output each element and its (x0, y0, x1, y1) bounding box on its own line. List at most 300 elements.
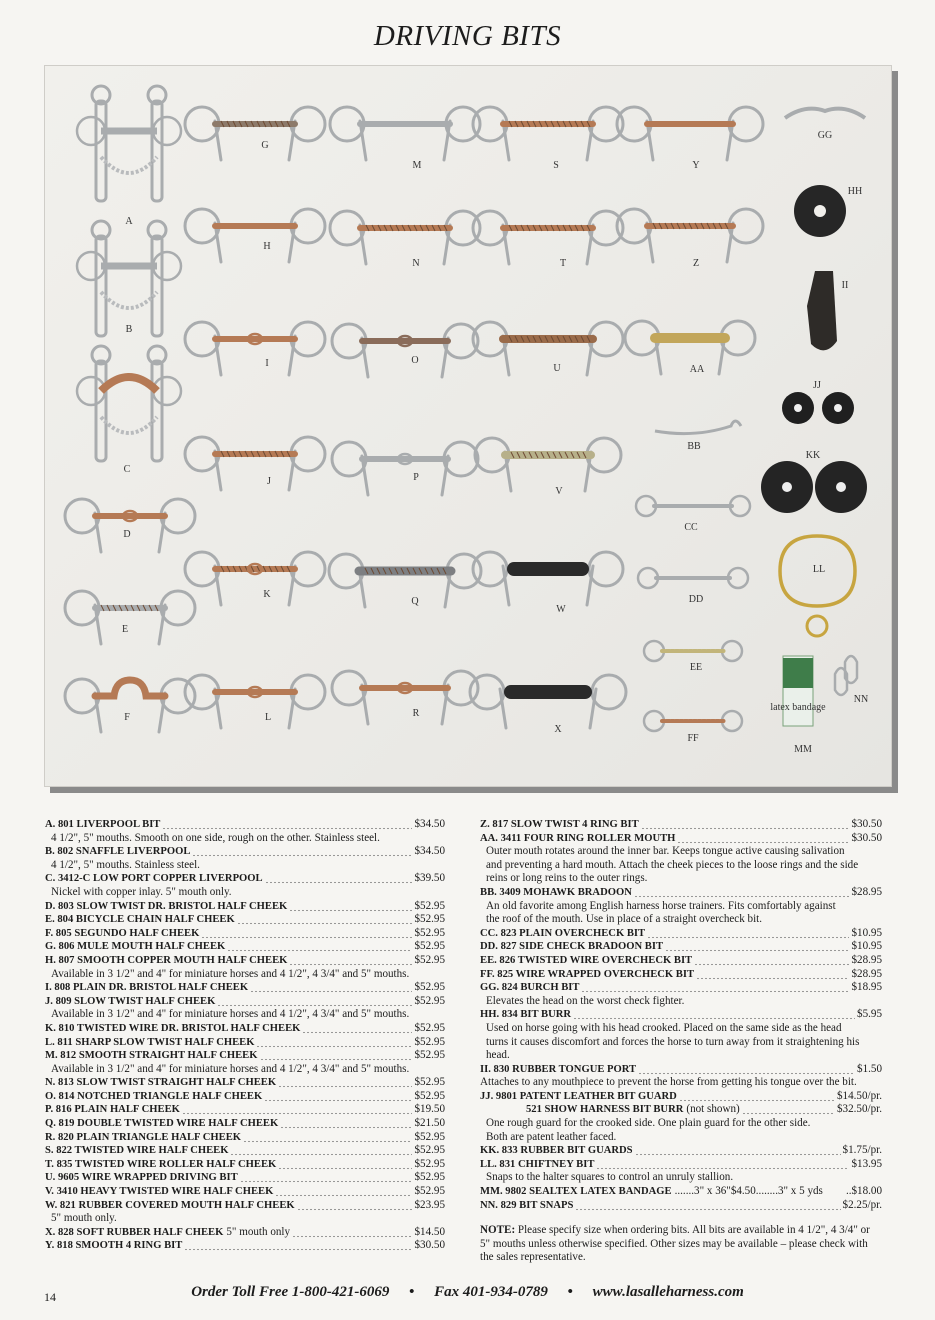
leader-dots (302, 1022, 412, 1036)
bit-label: GG (817, 130, 833, 141)
bit-label: M (412, 160, 422, 171)
item-name: CC. 823 PLAIN OVERCHECK BIT (480, 927, 646, 939)
curb-chain (101, 417, 157, 433)
price-line (45, 1199, 445, 1213)
item-name: DD. 827 SIDE CHECK BRADOON BIT (480, 941, 664, 953)
bit-label: NN (853, 694, 869, 705)
price-line (45, 1076, 445, 1090)
bit-label: Z (692, 258, 700, 269)
bit-guard-hole (834, 404, 842, 412)
bit-label: J (267, 476, 271, 487)
item-description: Nickel with copper inlay. 5" mouth only. (51, 885, 232, 898)
price-entry (45, 940, 445, 954)
bandage-box-band (783, 658, 813, 688)
leader-dots (638, 1063, 855, 1077)
item-name: R. 820 PLAIN TRIANGLE HALF CHEEK (45, 1131, 242, 1143)
item-price: $30.50 (851, 831, 882, 844)
bit-ring (153, 377, 181, 405)
item-name: Z. 817 SLOW TWIST 4 RING BIT (480, 819, 639, 830)
item-price: $52.95 (414, 1157, 445, 1170)
item-price: $34.50 (414, 845, 445, 858)
price-line (45, 913, 445, 927)
price-line (480, 968, 882, 982)
item-price: ..$18.00 (845, 1185, 882, 1198)
leader-dots (677, 832, 849, 846)
bit-label: AA (689, 364, 705, 375)
price-entry (480, 1090, 882, 1104)
liverpool-cheek (96, 236, 106, 336)
item-name: Y. 818 SMOOTH 4 RING BIT (45, 1240, 183, 1252)
price-line (480, 1063, 882, 1077)
price-entry (45, 1022, 445, 1036)
item-price: $52.95 (414, 1021, 445, 1034)
price-line (45, 872, 445, 886)
item-description: Available in 3 1/2" and 4" for miniature horses and 4 1/2", 4 3/4" and 5" mouths. (51, 967, 410, 980)
price-line (480, 832, 882, 846)
bits-illustration (45, 66, 891, 786)
item-price: $30.50 (414, 1239, 445, 1252)
leader-dots (696, 968, 849, 982)
item-name: T. 835 TWISTED WIRE ROLLER HALF CHEEK (45, 1158, 277, 1170)
bit-label: Q (411, 596, 419, 607)
leader-dots (256, 1036, 412, 1050)
leader-dots (297, 1199, 413, 1213)
leader-dots (647, 927, 849, 941)
bit-label: P (413, 472, 419, 483)
leader-dots (278, 1158, 412, 1172)
rubber-mouthpiece (507, 562, 589, 576)
leader-dots (264, 1090, 412, 1104)
price-entry (45, 981, 445, 995)
leader-dots (275, 1185, 412, 1199)
rubber-guard-hole (836, 482, 846, 492)
bit-label: HH (847, 186, 863, 197)
leader-dots (280, 1117, 412, 1131)
item-price: $28.95 (851, 885, 882, 898)
price-line (480, 1158, 882, 1172)
price-line (45, 1049, 445, 1063)
price-line (45, 1131, 445, 1145)
price-list-left (45, 818, 445, 1253)
item-price: $5.95 (857, 1008, 882, 1021)
bit-snap (845, 656, 857, 683)
price-entry (45, 1199, 445, 1226)
item-name: V. 3410 HEAVY TWISTED WIRE HALF CHEEK (45, 1186, 274, 1198)
bit-label: X (554, 724, 562, 735)
leader-dots (665, 940, 849, 954)
ported-mouthpiece (95, 680, 165, 696)
item-name: G. 806 MULE MOUTH HALF CHEEK (45, 941, 226, 953)
item-price: $52.95 (414, 1089, 445, 1102)
item-name: S. 822 TWISTED WIRE HALF CHEEK (45, 1145, 229, 1157)
page-title: DRIVING BITS (373, 20, 562, 52)
item-name: N. 813 SLOW TWIST STRAIGHT HALF CHEEK (45, 1077, 277, 1089)
price-line (480, 954, 882, 968)
item-name: FF. 825 WIRE WRAPPED OVERCHECK BIT (480, 968, 695, 980)
item-name: JJ. 9801 PATENT LEATHER BIT GUARD (480, 1090, 677, 1102)
price-entry (45, 1144, 445, 1158)
leader-dots (230, 1144, 412, 1158)
bit-label: BB (687, 441, 701, 452)
item-name: MM. 9802 SEALTEX LATEX BANDAGE (480, 1186, 672, 1198)
curb-chain (101, 157, 157, 173)
price-entry (45, 1076, 445, 1090)
price-line (45, 940, 445, 954)
bit-label: D (123, 529, 131, 540)
leader-dots (201, 927, 412, 941)
price-line (45, 900, 445, 914)
curb-chain (101, 292, 157, 308)
price-entry (480, 1158, 882, 1185)
item-name: EE. 826 TWISTED WIRE OVERCHECK BIT (480, 954, 693, 966)
price-entry (480, 1199, 882, 1213)
bit-label: KK (805, 450, 821, 461)
price-entry (45, 1049, 445, 1076)
item-name: K. 810 TWISTED WIRE DR. BRISTOL HALF CHEEK (45, 1022, 301, 1034)
item-extra: .......3" x 36"$4.50........3" x 5 yds (674, 1185, 823, 1198)
leader-dots (289, 900, 412, 914)
liverpool-cheek (152, 361, 162, 461)
leader-dots (575, 1199, 840, 1213)
leader-dots (292, 1226, 412, 1240)
price-line (480, 818, 882, 832)
price-line (45, 1185, 445, 1199)
item-description: Snaps to the halter squares to control an unruly stallion. (486, 1171, 734, 1184)
price-line (480, 1185, 882, 1199)
item-name: 521 SHOW HARNESS BIT BURR (526, 1104, 684, 1116)
leader-dots (742, 1103, 835, 1117)
bit-label: N (412, 258, 420, 269)
bit-label: E (121, 624, 129, 635)
item-name: D. 803 SLOW TWIST DR. BRISTOL HALF CHEEK (45, 900, 288, 912)
price-line (45, 1022, 445, 1036)
price-entry (45, 954, 445, 981)
item-description: 5" mouth only. (51, 1212, 117, 1225)
leader-dots (240, 1171, 413, 1185)
price-line (45, 1036, 445, 1050)
bit-ring (77, 252, 105, 280)
item-name: GG. 824 BURCH BIT (480, 982, 580, 994)
bandage-box-text: latex bandage (770, 702, 826, 713)
price-line (45, 981, 445, 995)
bit-label: II (841, 280, 849, 291)
item-price: $52.95 (414, 1035, 445, 1048)
leader-dots (278, 1076, 412, 1090)
item-description: reins or long reins to the outer rings. (486, 872, 648, 885)
bit-ring (473, 552, 507, 586)
item-name: O. 814 NOTCHED TRIANGLE HALF CHEEK (45, 1090, 263, 1102)
price-entry (480, 954, 882, 968)
chiftney-ring (807, 616, 827, 636)
bit-label: W (556, 604, 566, 615)
item-price: $21.50 (414, 1117, 445, 1130)
price-entry (480, 886, 882, 927)
bit-ring (77, 117, 105, 145)
item-price: $30.50 (851, 818, 882, 830)
leader-dots (635, 1144, 841, 1158)
bit-label: U (553, 363, 561, 374)
item-name: W. 821 RUBBER COVERED MOUTH HALF CHEEK (45, 1199, 295, 1211)
price-line (45, 1144, 445, 1158)
note-label: NOTE: (480, 1224, 516, 1237)
item-description: the roof of the mouth. Use in place of a straight overcheck bit. (486, 913, 763, 926)
item-description: Both are patent leather faced. (486, 1130, 617, 1143)
item-description: One rough guard for the crooked side. One plain guard for the other side. (486, 1117, 811, 1130)
item-price: $14.50 (414, 1225, 445, 1238)
item-price: $1.75/pr. (842, 1144, 882, 1157)
bit-label: F (124, 712, 130, 723)
price-entry (45, 872, 445, 899)
bit-label: CC (684, 522, 698, 533)
item-price: $52.95 (414, 940, 445, 953)
price-entry (45, 927, 445, 941)
bit-label: O (411, 355, 419, 366)
bit-label: DD (688, 594, 704, 605)
bit-ring (153, 252, 181, 280)
leader-dots (634, 886, 850, 900)
liverpool-cheek (96, 361, 106, 461)
item-extra: 5" mouth only (226, 1225, 291, 1238)
leader-dots (243, 1131, 412, 1145)
item-name: NN. 829 BIT SNAPS (480, 1199, 574, 1211)
item-extra: (not shown) (686, 1103, 740, 1116)
price-line (480, 981, 882, 995)
price-entry (45, 1171, 445, 1185)
price-entry (480, 818, 882, 832)
bit-label: H (263, 241, 271, 252)
item-name: BB. 3409 MOHAWK BRADOON (480, 886, 632, 898)
price-entry (480, 1103, 882, 1144)
leader-dots (641, 818, 850, 832)
price-line (480, 1008, 882, 1022)
leader-dots (217, 995, 412, 1009)
footer-contact (0, 1284, 935, 1301)
bit-label: L (264, 712, 272, 723)
item-name: I. 808 PLAIN DR. BRISTOL HALF CHEEK (45, 982, 249, 994)
bit-label: Y (692, 160, 700, 171)
item-price: $39.50 (414, 872, 445, 885)
item-description: Used on horse going with his head crooked. Placed on the same side as the head (486, 1021, 842, 1034)
bit-label: B (125, 324, 133, 335)
item-name: B. 802 SNAFFLE LIVERPOOL (45, 846, 191, 858)
item-price: $28.95 (851, 953, 882, 966)
price-entry (480, 981, 882, 1008)
bit-label: FF (687, 733, 699, 744)
bit-label: I (265, 358, 269, 369)
price-entry (45, 1103, 445, 1117)
liverpool-cheek (152, 101, 162, 201)
item-price: $34.50 (414, 818, 445, 830)
price-entry (45, 913, 445, 927)
footer-phone[interactable]: Order Toll Free 1-800-421-6069 (191, 1284, 390, 1300)
bit-ring (77, 377, 105, 405)
item-description: Attaches to any mouthpiece to prevent the horse from getting his tongue over the bit. (480, 1076, 857, 1089)
bit-label: S (553, 160, 559, 171)
item-name: E. 804 BICYCLE CHAIN HALF CHEEK (45, 914, 235, 926)
item-description: Available in 3 1/2" and 4" for miniature horses and 4 1/2", 4 3/4" and 5" mouths. (51, 1008, 410, 1021)
burch-bit (785, 109, 865, 118)
bit-label: K (263, 589, 271, 600)
leader-dots (184, 1239, 412, 1253)
item-price: $13.95 (851, 1157, 882, 1170)
bit-label: R (412, 708, 420, 719)
price-line (45, 1090, 445, 1104)
price-entry (480, 1008, 882, 1062)
price-entry (480, 940, 882, 954)
price-entry (45, 845, 445, 872)
price-entry (45, 995, 445, 1022)
price-entry (45, 900, 445, 914)
price-line (480, 1103, 882, 1117)
item-price: $52.95 (414, 953, 445, 966)
price-line (480, 927, 882, 941)
bit-guard-hole (794, 404, 802, 412)
item-name: M. 812 SMOOTH STRAIGHT HALF CHEEK (45, 1050, 258, 1062)
item-price: $52.95 (414, 926, 445, 939)
item-price: $10.95 (851, 940, 882, 953)
item-price: $52.95 (414, 899, 445, 912)
footer-website[interactable]: www.lasalleharness.com (592, 1284, 744, 1300)
leader-dots (596, 1158, 849, 1172)
item-name: L. 811 SHARP SLOW TWIST HALF CHEEK (45, 1036, 255, 1048)
mohawk-bradoon (655, 421, 741, 434)
leader-dots (825, 1185, 844, 1199)
bit-label: LL (812, 564, 826, 575)
price-line (45, 927, 445, 941)
page-number: 14 (44, 1290, 56, 1304)
liverpool-cheek (152, 236, 162, 336)
price-entry (480, 1144, 882, 1158)
leader-dots (162, 818, 412, 832)
price-line (45, 1239, 445, 1253)
item-price: $2.25/pr. (842, 1198, 882, 1211)
leader-dots (679, 1090, 835, 1104)
price-entry (480, 1063, 882, 1090)
item-name: Q. 819 DOUBLE TWISTED WIRE HALF CHEEK (45, 1118, 279, 1130)
price-line (45, 818, 445, 832)
price-entry (45, 1131, 445, 1145)
footer-separator-2: • (567, 1284, 573, 1300)
item-description: Outer mouth rotates around the inner bar. Keeps tongue active causing salivation (486, 845, 845, 858)
item-price: $52.95 (414, 1076, 445, 1089)
bit-ring (153, 117, 181, 145)
leader-dots (265, 872, 413, 886)
leader-dots (250, 981, 412, 995)
item-name: J. 809 SLOW TWIST HALF CHEEK (45, 995, 216, 1007)
item-name: LL. 831 CHIFTNEY BIT (480, 1158, 595, 1170)
price-line (45, 1103, 445, 1117)
price-line (45, 995, 445, 1009)
price-line (45, 845, 445, 859)
price-line (480, 1199, 882, 1213)
item-price: $18.95 (851, 981, 882, 994)
item-description: turns it causes discomfort and forces the horse to turn away from it straightening his head. (486, 1035, 860, 1062)
item-description: An old favorite among English harness horse trainers. Fits comfortably against (486, 899, 836, 912)
price-line (480, 1144, 882, 1158)
item-price: $19.50 (414, 1103, 445, 1116)
item-name: U. 9605 WIRE WRAPPED DRIVING BIT (45, 1172, 238, 1184)
price-list-right-entries (480, 818, 882, 1212)
item-name: A. 801 LIVERPOOL BIT (45, 819, 161, 830)
item-name: P. 816 PLAIN HALF CHEEK (45, 1104, 180, 1116)
price-line (480, 940, 882, 954)
bit-label: A (125, 216, 133, 227)
rubber-mouthpiece (504, 685, 592, 699)
item-price: $14.50/pr. (837, 1089, 882, 1102)
item-price: $52.95 (414, 994, 445, 1007)
bit-ring (589, 552, 623, 586)
item-name: F. 805 SEGUNDO HALF CHEEK (45, 927, 200, 939)
price-entry (480, 968, 882, 982)
leader-dots (227, 940, 412, 954)
leader-dots (182, 1103, 413, 1117)
price-entry (45, 1158, 445, 1172)
product-photo (44, 65, 892, 787)
footer-separator-1: • (409, 1284, 415, 1300)
bit-label: V (555, 486, 563, 497)
item-price: $23.95 (414, 1198, 445, 1211)
bit-label: G (261, 140, 269, 151)
price-line (45, 954, 445, 968)
price-line (45, 1171, 445, 1185)
rubber-guard-hole (782, 482, 792, 492)
price-entry (45, 1090, 445, 1104)
bit-burr-hole (814, 205, 826, 217)
leader-dots (192, 845, 412, 859)
item-name: AA. 3411 FOUR RING ROLLER MOUTH (480, 832, 676, 844)
tongue-port (807, 271, 837, 350)
bit-ring (470, 675, 504, 709)
item-name: II. 830 RUBBER TONGUE PORT (480, 1063, 637, 1075)
price-line (480, 886, 882, 900)
item-price: $52.95 (414, 1130, 445, 1143)
bit-label: EE (689, 662, 703, 673)
price-entry (45, 1117, 445, 1131)
item-name: HH. 834 BIT BURR (480, 1009, 572, 1021)
footer-fax: Fax 401-934-0789 (434, 1284, 548, 1300)
price-entry (480, 832, 882, 886)
price-entry (480, 927, 882, 941)
item-description: 4 1/2", 5" mouths. Stainless steel. (51, 858, 200, 871)
leader-dots (237, 913, 413, 927)
bit-label: C (123, 464, 131, 475)
price-line (45, 1226, 445, 1240)
leader-dots (694, 954, 849, 968)
item-description: Elevates the head on the worst check fighter. (486, 994, 685, 1007)
bit-ring (592, 675, 626, 709)
item-price: $10.95 (851, 926, 882, 939)
item-price: $52.95 (414, 981, 445, 994)
price-entry (45, 1226, 445, 1240)
bit-label: MM (794, 744, 812, 755)
item-name: H. 807 SMOOTH COPPER MOUTH HALF CHEEK (45, 954, 288, 966)
price-line (45, 1117, 445, 1131)
item-price: $52.95 (414, 1171, 445, 1184)
bit-label: JJ (813, 380, 821, 391)
leader-dots (289, 954, 412, 968)
bit-label: T (559, 258, 567, 269)
item-name: KK. 833 RUBBER BIT GUARDS (480, 1145, 633, 1157)
item-description: Available in 3 1/2" and 4" for miniature horses and 4 1/2", 4 3/4" and 5" mouths. (51, 1062, 410, 1075)
item-name: C. 3412-C LOW PORT COPPER LIVERPOOL (45, 873, 263, 885)
item-price: $32.50/pr. (837, 1103, 882, 1116)
leader-dots (581, 981, 849, 995)
item-name: X. 828 SOFT RUBBER HALF CHEEK (45, 1226, 224, 1238)
liverpool-cheek (96, 101, 106, 201)
item-price: $52.95 (414, 1049, 445, 1062)
leader-dots (260, 1049, 413, 1063)
item-price: $1.50 (857, 1062, 882, 1075)
